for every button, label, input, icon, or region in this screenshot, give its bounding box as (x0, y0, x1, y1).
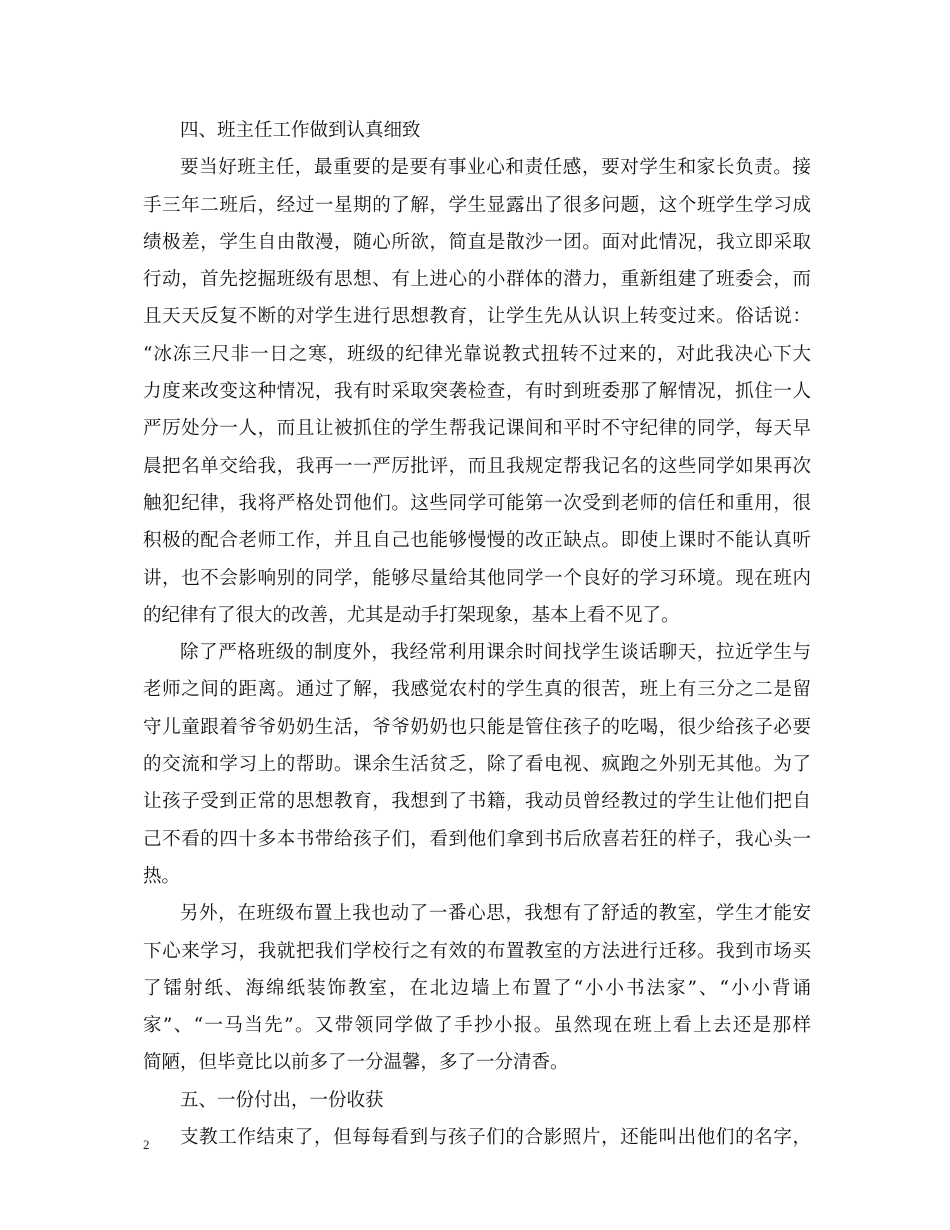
document-body (143, 112, 811, 1156)
paragraph-line: 且天天反复不断的对学生进行思想教育，让学生先从认识上转变过来。俗话说： (143, 306, 811, 328)
paragraph-line: 热。 (143, 865, 181, 887)
paragraph-line: 简陋，但毕竟比以前多了一分温馨，多了一分清香。 (143, 1052, 569, 1074)
paragraph-line: 老师之间的距离。通过了解，我感觉农村的学生真的很苦，班上有三分之二是留 (143, 679, 811, 701)
paragraph-line: 晨把名单交给我，我再一一严厉批评，而且我规定帮我记名的这些同学如果再次 (143, 455, 811, 477)
paragraph-line: 己不看的四十多本书带给孩子们，看到他们拿到书后欣喜若狂的样子，我心头一 (143, 828, 811, 850)
paragraph-line: “冰冻三尺非一日之寒，班级的纪律光靠说教式扭转不过来的，对此我决心下大 (143, 343, 811, 365)
paragraph-line: 绩极差，学生自由散漫，随心所欲，简直是散沙一团。面对此情况，我立即采取 (143, 231, 811, 253)
paragraph-line: 手三年二班后，经过一星期的了解，学生显露出了很多问题，这个班学生学习成 (143, 194, 811, 216)
paragraph-line: 守儿童跟着爷爷奶奶生活，爷爷奶奶也只能是管住孩子的吃喝，很少给孩子必要 (143, 716, 811, 738)
paragraph-line: 严厉处分一人，而且让被抓住的学生帮我记课间和平时不守纪律的同学，每天早 (143, 418, 811, 440)
paragraph-line: 积极的配合老师工作，并且自己也能够慢慢的改正缺点。即使上课时不能认真听 (143, 530, 811, 552)
paragraph-line: 支教工作结束了，但每每看到与孩子们的合影照片，还能叫出他们的名字， (180, 1127, 811, 1149)
paragraph-line: 让孩子受到正常的思想教育，我想到了书籍，我动员曾经教过的学生让他们把自 (143, 791, 811, 813)
paragraph-line: 触犯纪律，我将严格处罚他们。这些同学可能第一次受到老师的信任和重用，很 (143, 492, 811, 514)
paragraph-line: 讲，也不会影响别的同学，能够尽量给其他同学一个良好的学习环境。现在班内 (143, 567, 811, 589)
paragraph-line: 除了严格班级的制度外，我经常利用课余时间找学生谈话聊天，拉近学生与 (180, 642, 811, 664)
paragraph-line: 了镭射纸、海绵纸装饰教室，在北边墙上布置了“小小书法家”、“小小背诵 (143, 977, 811, 999)
paragraph-line: 要当好班主任，最重要的是要有事业心和责任感，要对学生和家长负责。接 (180, 157, 811, 179)
section-heading-4: 四、班主任工作做到认真细致 (180, 120, 421, 141)
paragraph-line: 另外，在班级布置上我也动了一番心思，我想有了舒适的教室，学生才能安 (180, 903, 811, 925)
paragraph-line: 下心来学习，我就把我们学校行之有效的布置教室的方法进行迁移。我到市场买 (143, 940, 811, 962)
paragraph-line: 家”、“一马当先”。又带领同学做了手抄小报。虽然现在班上看上去还是那样 (143, 1015, 811, 1037)
paragraph-line: 行动，首先挖掘班级有思想、有上进心的小群体的潜力，重新组建了班委会，而 (143, 269, 811, 291)
section-heading-5: 五、一份付出，一份收获 (180, 1089, 384, 1111)
page-number: 2 (143, 1137, 150, 1152)
paragraph-line: 的交流和学习上的帮助。课余生活贫乏，除了看电视、疯跑之外别无其他。为了 (143, 754, 811, 776)
paragraph-line: 的纪律有了很大的改善，尤其是动手打架现象，基本上看不见了。 (143, 604, 680, 626)
paragraph-line: 力度来改变这种情况，我有时采取突袭检查，有时到班委那了解情况，抓住一人 (143, 381, 811, 403)
